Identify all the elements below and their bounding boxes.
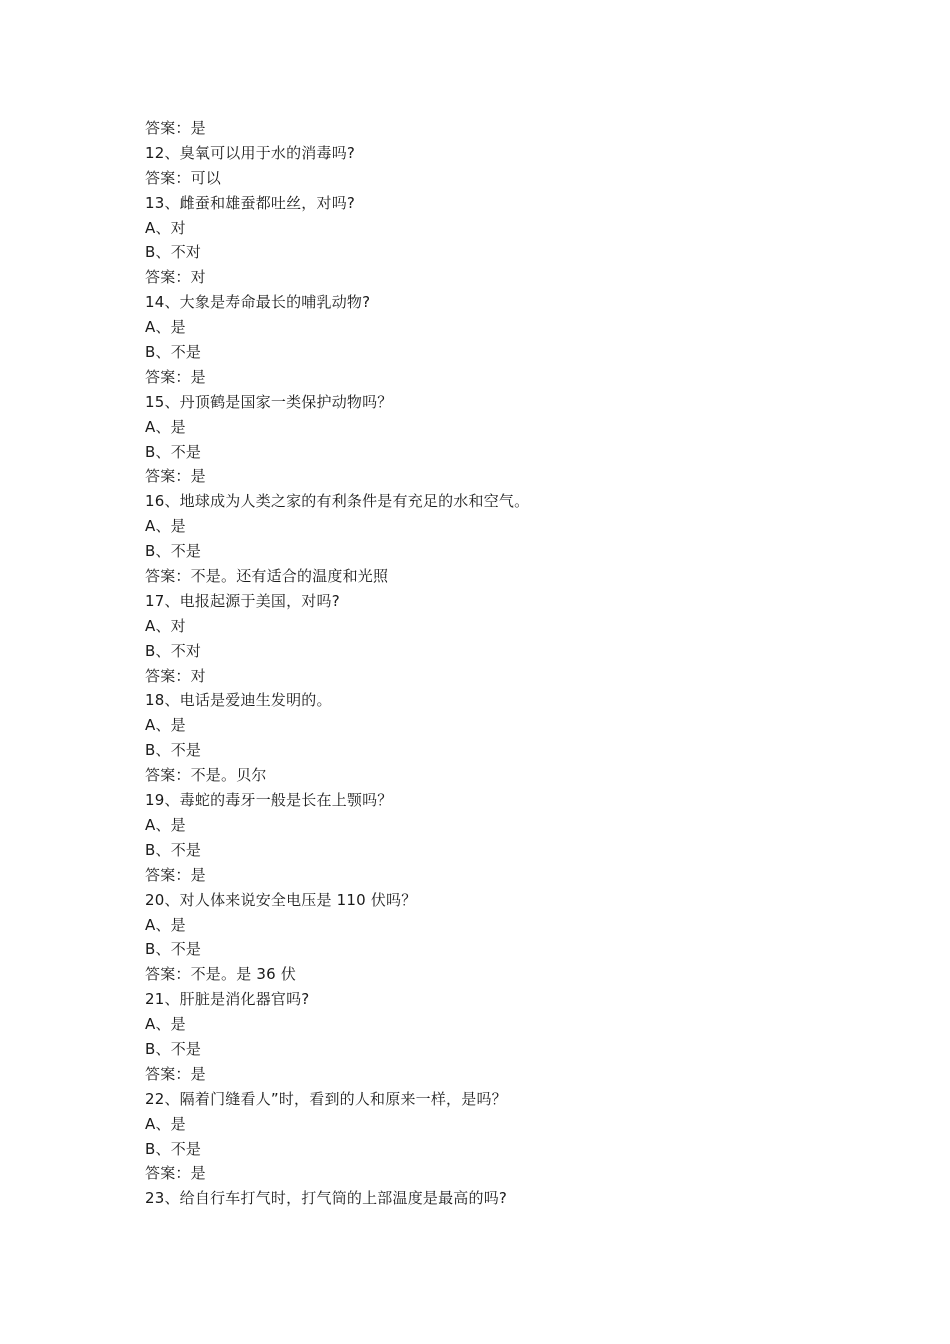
question-21: 21、肝脏是消化器官吗? <box>145 990 310 1009</box>
answer-line: 答案：不是。还有适合的温度和光照 <box>145 567 389 586</box>
option-b: B、不是 <box>145 1139 202 1158</box>
answer-line: 答案：是 <box>145 1164 206 1183</box>
option-b: B、不对 <box>145 641 202 660</box>
question-12: 12、臭氧可以用于水的消毒吗? <box>145 143 356 162</box>
option-a: A、对 <box>145 616 186 635</box>
question-18: 18、电话是爱迪生发明的。 <box>145 691 332 710</box>
answer-line: 答案：是 <box>145 367 206 386</box>
option-b: B、不是 <box>145 542 202 561</box>
option-b: B、不是 <box>145 343 202 362</box>
option-a: A、是 <box>145 915 186 934</box>
answer-line: 答案：是 <box>145 119 206 137</box>
option-b: B、不是 <box>145 840 202 859</box>
answer-line: 答案：可以 <box>145 168 222 187</box>
option-b: B、不是 <box>145 940 202 959</box>
question-20: 20、对人体来说安全电压是 110 伏吗？ <box>145 890 417 909</box>
question-19: 19、毒蛇的毒牙一般是长在上颚吗？ <box>145 791 393 810</box>
question-23: 23、给自行车打气时，打气筒的上部温度是最高的吗? <box>145 1189 508 1208</box>
option-a: A、是 <box>145 1015 186 1034</box>
question-14: 14、大象是寿命最长的哺乳动物? <box>145 293 371 312</box>
option-a: A、对 <box>145 218 186 237</box>
question-16: 16、地球成为人类之家的有利条件是有充足的水和空气。 <box>145 492 530 511</box>
answer-line: 答案：是 <box>145 1064 206 1083</box>
question-22: 22、隔着门缝看人”时，看到的人和原来一样，是吗？ <box>145 1089 507 1108</box>
option-a: A、是 <box>145 815 186 834</box>
option-a: A、是 <box>145 318 186 337</box>
option-b: B、不对 <box>145 243 202 262</box>
option-a: A、是 <box>145 716 186 735</box>
question-15: 15、丹顶鹤是国家一类保护动物吗？ <box>145 392 393 411</box>
question-17: 17、电报起源于美国，对吗? <box>145 591 340 610</box>
answer-line: 答案：对 <box>145 268 206 287</box>
answer-line: 答案：是 <box>145 467 206 486</box>
answer-line: 答案：是 <box>145 865 206 884</box>
option-a: A、是 <box>145 417 186 436</box>
option-a: A、是 <box>145 1114 186 1133</box>
answer-line: 答案：对 <box>145 666 206 685</box>
question-13: 13、雌蚕和雄蚕都吐丝，对吗? <box>145 193 356 212</box>
option-b: B、不是 <box>145 741 202 760</box>
answer-line: 答案：不是。是 36 伏 <box>145 965 297 984</box>
option-b: B、不是 <box>145 1039 202 1058</box>
option-a: A、是 <box>145 517 186 536</box>
option-b: B、不是 <box>145 442 202 461</box>
quiz-text-body <box>145 116 845 1211</box>
answer-line: 答案：不是。贝尔 <box>145 766 267 785</box>
